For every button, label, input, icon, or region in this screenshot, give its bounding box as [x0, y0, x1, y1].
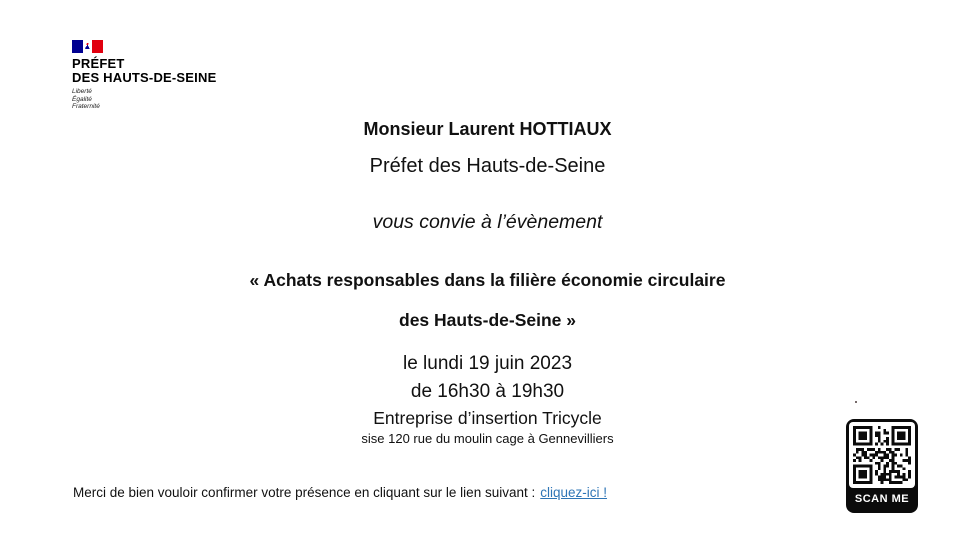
event-time: de 16h30 à 19h30 — [410, 381, 565, 402]
motto-egalite: Égalité — [72, 95, 92, 103]
rsvp-line — [73, 485, 607, 500]
host-name: Monsieur Laurent HOTTIAUX — [363, 119, 612, 139]
motto-fraternite: Fraternité — [72, 103, 100, 110]
qr-badge — [846, 419, 918, 513]
event-address: sise 120 rue du moulin cage à Gennevilliers — [361, 431, 614, 446]
event-venue: Entreprise d’insertion Tricycle — [373, 408, 602, 428]
logo-line-department: DES HAUTS-DE-SEINE — [72, 70, 217, 85]
event-title-line2: des Hauts-de-Seine » — [399, 310, 576, 330]
convocation-text: vous convie à l’évènement — [372, 211, 603, 233]
french-flag-icon — [72, 40, 103, 53]
stray-dot — [855, 401, 857, 403]
logo-line-prefet: PRÉFET — [72, 56, 125, 71]
event-title-line1: « Achats responsables dans la filière économie circulaire — [249, 270, 726, 290]
qr-code-icon — [853, 426, 911, 484]
qr-scan-me-label: SCAN ME — [854, 493, 910, 505]
prefecture-logo — [72, 40, 216, 111]
logo-motto — [72, 88, 216, 111]
motto-liberte: Liberté — [72, 88, 92, 95]
rsvp-text: Merci de bien vouloir confirmer votre présence en cliquant sur le lien suivant : — [73, 485, 536, 500]
rsvp-link[interactable]: cliquez-ici ! — [540, 485, 608, 500]
qr-code-frame — [849, 422, 915, 488]
host-title: Préfet des Hauts-de-Seine — [369, 155, 606, 177]
event-date: le lundi 19 juin 2023 — [402, 353, 573, 374]
